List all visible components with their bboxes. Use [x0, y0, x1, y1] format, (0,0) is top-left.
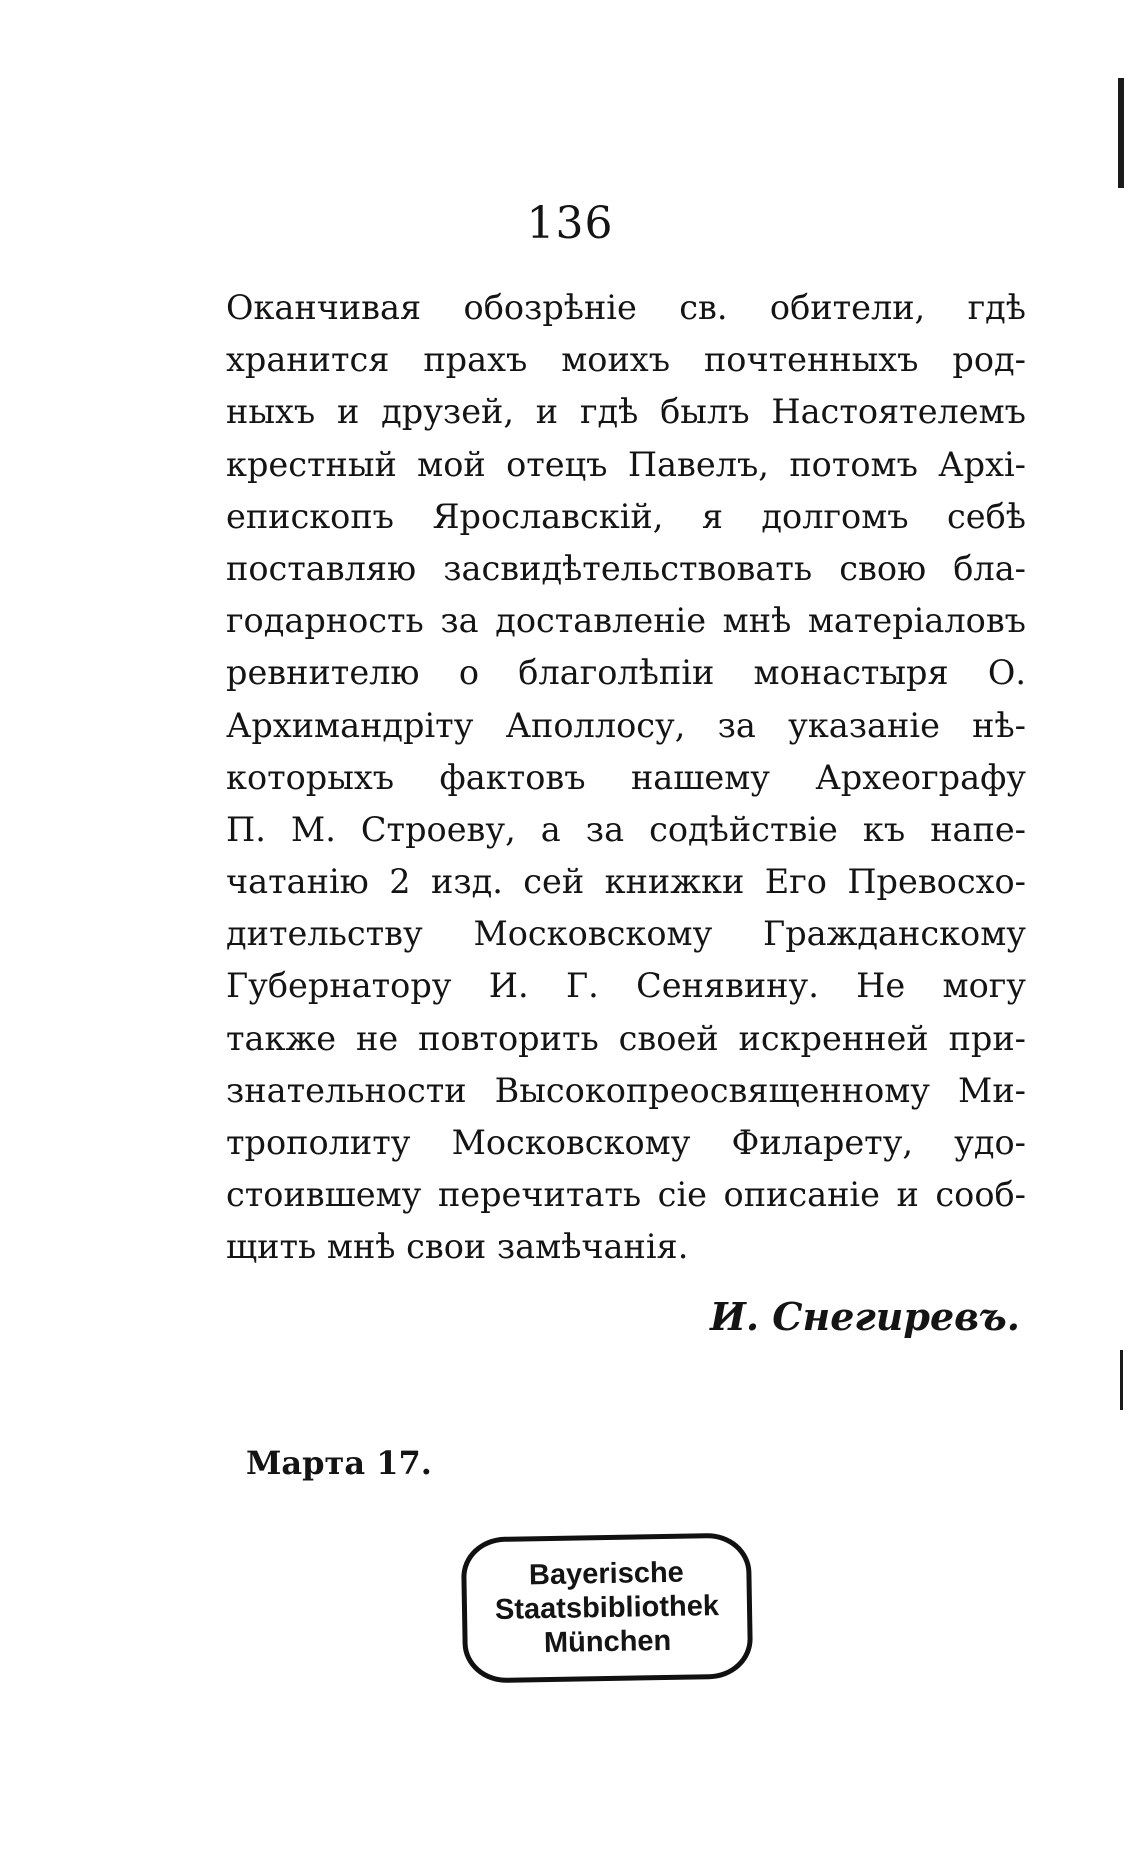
text-line: дительству Московскому Гражданскому: [226, 914, 1026, 954]
text-line: ревнителю о благолѣпіи монастыря О.: [226, 653, 1026, 693]
stamp-line: Staatsbibliothek: [494, 1590, 720, 1626]
text-line: трополиту Московскому Филарету, удо-: [226, 1123, 1026, 1162]
stamp-line: Bayerische: [528, 1556, 685, 1592]
author-signature: И. Снегиревъ.: [709, 1294, 1020, 1339]
text-line: П. М. Строеву, а за содѣйствіе къ напе-: [226, 809, 1026, 849]
date-line: Марта 17.: [246, 1444, 432, 1482]
library-stamp: [461, 1532, 754, 1683]
text-line: поставляю засвидѣтельствовать свою бла-: [226, 548, 1026, 588]
text-line: ныхъ и друзей, и гдѣ былъ Настоятелемъ: [226, 392, 1026, 432]
stamp-line: München: [543, 1624, 672, 1660]
text-line: Оканчивая обозрѣніе св. обители, гдѣ: [226, 288, 1026, 327]
page-number: 136: [526, 198, 614, 249]
text-line: также не повторить своей искренней при-: [226, 1018, 1026, 1058]
binding-edge-mark: [1120, 1350, 1123, 1410]
text-line: стоившему перечитать сіе описаніе и сооб-: [226, 1175, 1026, 1215]
binding-edge-mark: [1118, 78, 1124, 188]
text-line: хранится прахъ моихъ почтенныхъ род-: [226, 340, 1026, 380]
body-text: [226, 282, 1026, 1274]
text-line: годарность за доставленіе мнѣ матеріаловъ: [226, 601, 1026, 641]
text-line: чатанію 2 изд. сей книжки Его Превосхо-: [226, 862, 1026, 902]
text-line: щить мнѣ свои замѣчанія.: [226, 1227, 689, 1267]
text-line: Архимандріту Аполлосу, за указаніе нѣ-: [226, 705, 1026, 745]
text-line: крестный мой отецъ Павелъ, потомъ Архі-: [226, 444, 1026, 484]
text-line: знательности Высокопреосвященному Ми-: [226, 1070, 1026, 1110]
text-line: епископъ Ярославскій, я долгомъ себѣ: [226, 496, 1026, 536]
text-line: Губернатору И. Г. Сенявину. Не могу: [226, 966, 1026, 1006]
text-line: которыхъ фактовъ нашему Археографу: [226, 757, 1026, 797]
